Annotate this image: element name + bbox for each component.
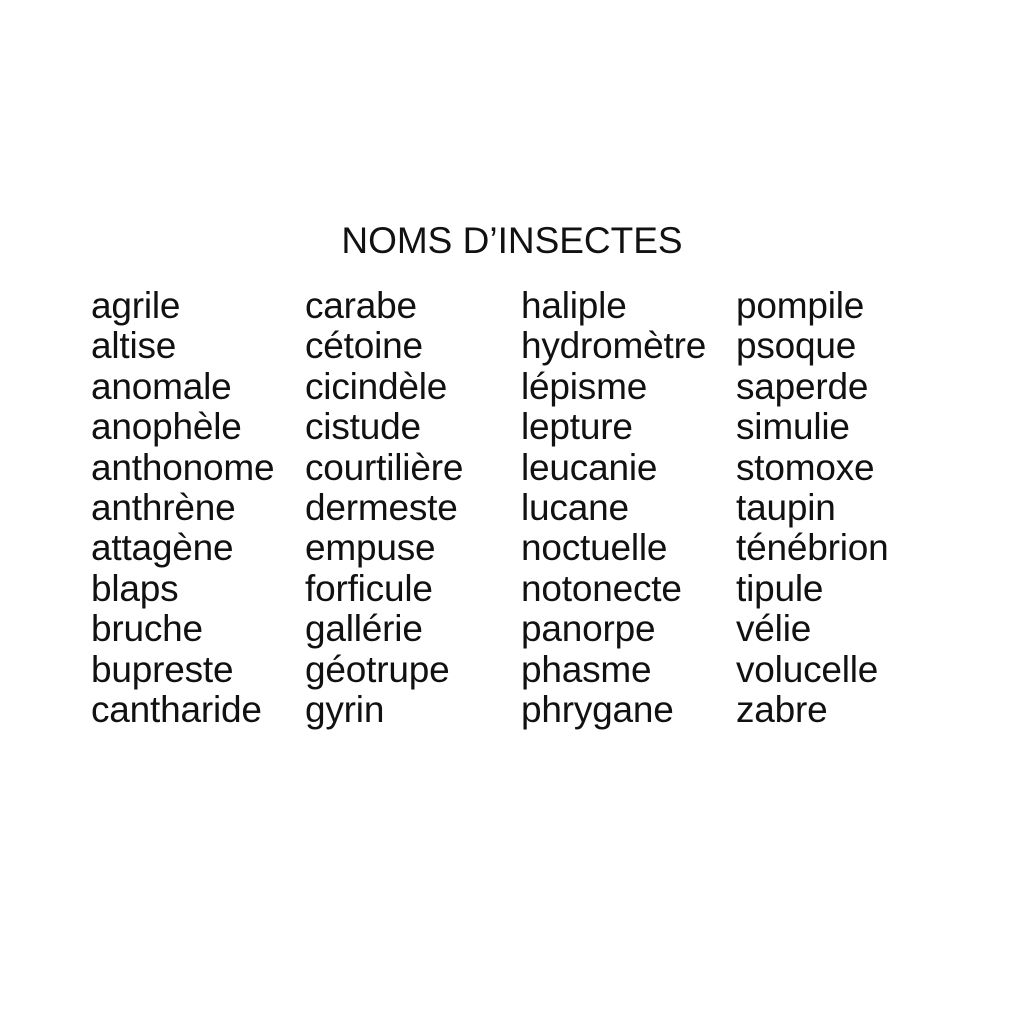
word-column-4 [736,286,889,730]
word-item: cicindèle [305,365,448,407]
word-item: bupreste [91,648,234,690]
word-column-1 [91,286,274,730]
word-item: gyrin [305,688,385,730]
word-item: cantharide [91,688,262,730]
word-item: attagène [91,527,234,569]
word-item: lepture [521,406,633,448]
word-item: phasme [521,648,652,690]
word-item: phrygane [521,688,674,730]
word-item: simulie [736,406,850,448]
word-item: géotrupe [305,648,450,690]
word-item: ténébrion [736,527,889,569]
word-item: dermeste [305,486,458,528]
word-item: courtilière [305,446,464,488]
word-item: forficule [305,567,433,609]
word-item: anomale [91,365,232,407]
word-item: psoque [736,325,857,367]
word-item: haliple [521,285,627,326]
word-item: lépisme [521,365,648,407]
word-item: panorpe [521,608,656,650]
word-item: stomoxe [736,446,875,488]
word-item: anophèle [91,406,242,448]
word-item: pompile [736,285,865,326]
word-item: anthrène [91,486,236,528]
page-title: NOMS D’INSECTES [341,220,683,261]
word-item: blaps [91,567,179,609]
word-item: vélie [736,608,812,650]
word-item: carabe [305,285,417,326]
word-item: zabre [736,688,828,730]
word-item: noctuelle [521,527,668,569]
word-item: lucane [521,486,629,528]
word-item: anthonome [91,446,275,488]
word-column-2 [305,286,463,730]
word-item: hydromètre [521,325,707,367]
word-item: cétoine [305,325,423,367]
word-item: taupin [736,486,836,528]
word-item: notonecte [521,567,682,609]
word-item: leucanie [521,446,658,488]
word-item: saperde [736,365,869,407]
word-item: volucelle [736,648,879,690]
word-item: agrile [91,285,181,326]
word-item: gallérie [305,608,423,650]
word-item: cistude [305,406,421,448]
word-item: altise [91,325,177,367]
word-column-3 [521,286,706,730]
word-item: empuse [305,527,436,569]
word-item: bruche [91,608,203,650]
word-item: tipule [736,567,824,609]
